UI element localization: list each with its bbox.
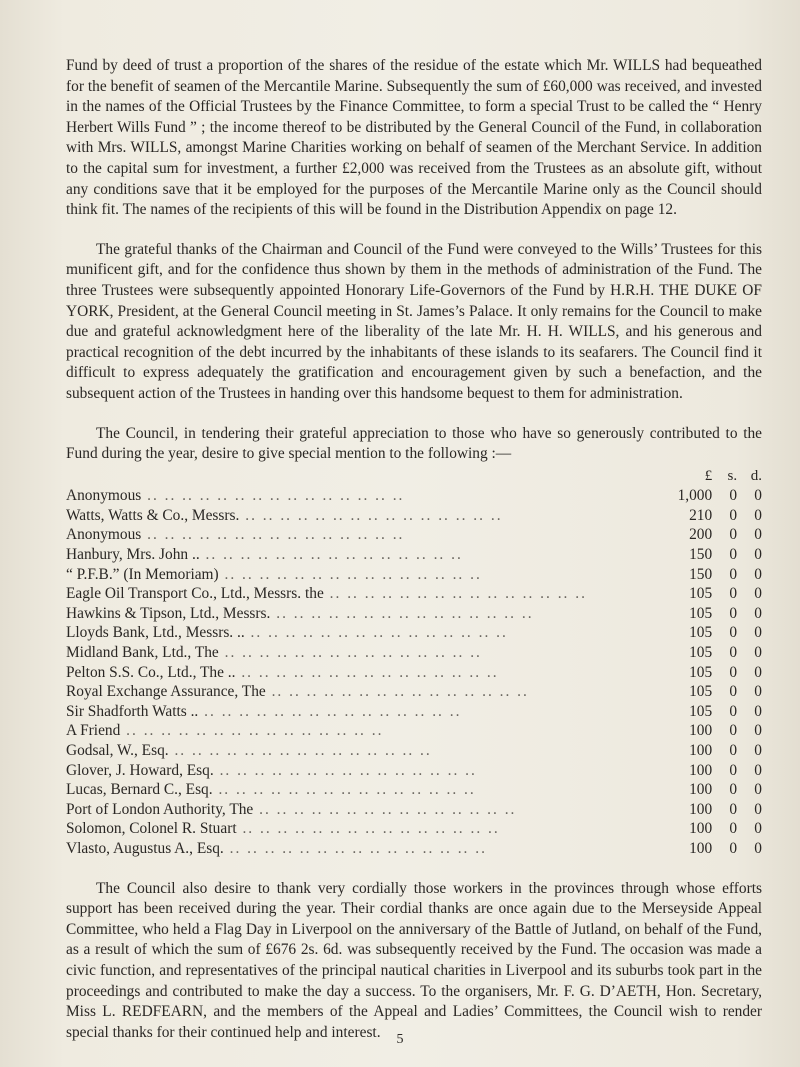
amount-pence: 0 — [754, 604, 762, 622]
amount-pence: 0 — [754, 663, 762, 681]
table-row — [66, 682, 762, 702]
subscriptions-table — [66, 467, 762, 859]
contributor-name — [66, 545, 662, 565]
amount-pence: 0 — [754, 526, 762, 544]
contributor-name — [66, 506, 662, 526]
table-row — [66, 525, 762, 545]
amount-shillings: 0 — [729, 604, 738, 622]
amount-pounds: 100 — [689, 839, 713, 857]
leader-dots: .. .. .. .. .. .. .. .. .. .. .. .. .. .. .. — [141, 526, 405, 544]
table-row — [66, 702, 762, 722]
contributor-name — [66, 584, 662, 604]
amount-pence: 0 — [754, 624, 762, 642]
table-row — [66, 780, 762, 800]
contributor-name-text: A Friend — [66, 722, 121, 740]
table-row — [66, 545, 762, 565]
leader-dots: .. .. .. .. .. .. .. .. .. .. .. .. .. .. .. — [236, 820, 500, 838]
amount-pence: 0 — [754, 800, 762, 818]
amount-shillings: 0 — [729, 722, 738, 740]
contributor-name — [66, 565, 662, 585]
amount-pence: 0 — [754, 722, 762, 740]
table-body — [66, 486, 762, 858]
amount-pounds: 1,000 — [677, 487, 713, 505]
leader-dots: .. .. .. .. .. .. .. .. .. .. .. .. .. .. .. — [223, 839, 487, 857]
leader-dots: .. .. .. .. .. .. .. .. .. .. .. .. .. .. .. — [212, 781, 476, 799]
amount-pence: 0 — [754, 742, 762, 759]
contributor-name-text: Royal Exchange Assurance, The — [66, 683, 266, 701]
amount-pence: 0 — [754, 702, 762, 720]
table-row — [66, 741, 762, 761]
amount-shillings: 0 — [729, 683, 738, 701]
page-number: 5 — [396, 1032, 404, 1047]
amount-shillings: 0 — [729, 761, 738, 779]
table-header-row — [66, 467, 762, 487]
amount-shillings: 0 — [729, 565, 738, 583]
leader-dots: .. .. .. .. .. .. .. .. .. .. .. .. .. .. .. — [198, 702, 462, 720]
paragraph-provinces-thanks: The Council also desire to thank very cordially those workers in the provinces through whose efforts support has been received during the year. Their cordial thanks are once again due to the Merseyside Appeal Committee, who held a Flag Day in Liverpool on the anniversary of the Battle of Jutland, on behalf of the Fund, as a result of which the sum of £676 2s. 6d. was subsequently received by the Fund. The occasion was made a civic function, and representatives of the principal nautical charities in Liverpool and its suburbs took part in the proceedings and contributed to make the day a success. To the organisers, Mr. F. G. D’AETH, Hon. Secretary, Miss L. REDFEARN, and the members of the Appeal and Ladies’ Committees, the Council wish to render special thanks for their continued help and interest. — [66, 879, 762, 1041]
contributor-name-text: Pelton S.S. Co., Ltd., The .. — [66, 663, 236, 681]
amount-shillings: 0 — [729, 487, 738, 505]
contributor-name-text: Midland Bank, Ltd., The — [66, 644, 219, 662]
amount-pence: 0 — [754, 565, 762, 583]
leader-dots: .. .. .. .. .. .. .. .. .. .. .. .. .. .. .. — [244, 624, 508, 642]
header-pounds: £ — [704, 467, 713, 484]
contributor-name — [66, 780, 662, 800]
contributor-name-text: Lloyds Bank, Ltd., Messrs. .. — [66, 624, 245, 642]
table-row — [66, 761, 762, 781]
amount-pounds: 200 — [689, 526, 713, 544]
contributor-name — [66, 525, 662, 545]
amount-shillings: 0 — [729, 624, 738, 642]
amount-shillings: 0 — [729, 781, 738, 799]
paragraph-wills-fund: Fund by deed of trust a proportion of the shares of the residue of the estate which Mr. WILLS had bequeathed for the benefit of seamen of the Mercantile Marine. Subsequently the sum of £60,000 was received, and invested in the names of the Official Trustees by the Finance Committee, to form a special Trust to be called the “ Henry Herbert Wills Fund ” ; the income thereof to be distributed by the General Council of the Fund, in collaboration with Mrs. WILLS, amongst Marine Charities working on behalf of seamen of the Merchant Service. In addition to the capital sum for investment, a further £2,000 was received from the Trustees as an absolute gift, without any conditions save that it be employed for the purposes of the Mercantile Marine only as the Council should think fit. The names of the recipients of this will be found in the Distribution Appendix on page 12. — [66, 57, 762, 219]
amount-pounds: 105 — [689, 604, 713, 622]
header-shillings: s. — [727, 467, 738, 484]
amount-pence: 0 — [754, 644, 762, 662]
amount-shillings: 0 — [729, 644, 738, 662]
amount-pounds: 100 — [689, 800, 713, 818]
leader-dots: .. .. .. .. .. .. .. .. .. .. .. .. .. .. .. — [235, 663, 499, 681]
contributor-name — [66, 761, 662, 781]
leader-dots: .. .. .. .. .. .. .. .. .. .. .. .. .. .. .. — [218, 565, 482, 583]
amount-pounds: 105 — [689, 624, 713, 642]
leader-dots: .. .. .. .. .. .. .. .. .. .. .. .. .. .. .. — [253, 800, 517, 818]
leader-dots: .. .. .. .. .. .. .. .. .. .. .. .. .. .. .. — [270, 604, 534, 622]
amount-shillings: 0 — [729, 526, 738, 544]
contributor-name-text: Anonymous — [66, 487, 142, 505]
table-row — [66, 819, 762, 839]
contributor-name-text: “ P.F.B.” (In Memoriam) — [66, 565, 219, 583]
contributor-name — [66, 604, 662, 624]
amount-pence: 0 — [754, 820, 762, 838]
contributor-name-text: Eagle Oil Transport Co., Ltd., Messrs. the — [66, 585, 324, 603]
table-row — [66, 604, 762, 624]
table-row — [66, 565, 762, 585]
contributor-name-text: Watts, Watts & Co., Messrs. — [66, 506, 240, 524]
amount-pounds: 100 — [689, 820, 713, 838]
contributor-name — [66, 741, 662, 761]
table-row — [66, 721, 762, 741]
amount-shillings: 0 — [729, 800, 738, 818]
contributor-name — [66, 663, 662, 683]
amount-pounds: 100 — [689, 742, 713, 759]
contributor-name-text: Lucas, Bernard C., Esq. — [66, 781, 213, 799]
table-row — [66, 663, 762, 683]
leader-dots: .. .. .. .. .. .. .. .. .. .. .. .. .. .. .. — [218, 644, 482, 662]
leader-dots: .. .. .. .. .. .. .. .. .. .. .. .. .. .. .. — [168, 742, 432, 759]
amount-pence: 0 — [754, 487, 762, 505]
contributor-name — [66, 839, 662, 859]
contributor-name-text: Sir Shadforth Watts .. — [66, 702, 199, 720]
amount-shillings: 0 — [729, 546, 738, 564]
table-row — [66, 486, 762, 506]
amount-pounds: 105 — [689, 644, 713, 662]
amount-pounds: 100 — [689, 781, 713, 799]
table-row — [66, 800, 762, 820]
table-row — [66, 839, 762, 859]
contributor-name-text: Vlasto, Augustus A., Esq. — [66, 839, 224, 857]
contributor-name-text: Godsal, W., Esq. — [66, 742, 169, 759]
paragraph-contributors-intro: The Council, in tendering their grateful appreciation to those who have so generously contributed to the Fund during the year, desire to give special mention to the following :— — [66, 424, 762, 463]
table-row — [66, 623, 762, 643]
contributor-name-text: Hawkins & Tipson, Ltd., Messrs. — [66, 604, 271, 622]
contributor-name — [66, 623, 662, 643]
table-row — [66, 584, 762, 604]
amount-shillings: 0 — [729, 585, 738, 603]
amount-pounds: 105 — [689, 663, 713, 681]
contributor-name-text: Hanbury, Mrs. John .. — [66, 546, 200, 564]
amount-pounds: 105 — [689, 585, 713, 603]
paragraph-trustees-thanks: The grateful thanks of the Chairman and Council of the Fund were conveyed to the Wills’ Trustees for this munificent gift, and for the confidence thus shown by them in the methods of administration of the Fund. The three Trustees were subsequently appointed Honorary Life-Governors of the Fund by H.R.H. THE DUKE OF YORK, President, at the General Council meeting in St. James’s Palace. It only remains for the Council to make due and grateful acknowledgment here of the liberality of the late Mr. H. H. WILLS, and his generous and practical recognition of the debt incurred by the inhabitants of these islands to its seafarers. The Council find it difficult to express adequately the gratification and encouragement given by such a benefaction, and the subsequent action of the Trustees in handing over this handsome bequest to them for administration. — [66, 240, 762, 402]
amount-pence: 0 — [754, 683, 762, 701]
leader-dots: .. .. .. .. .. .. .. .. .. .. .. .. .. .. .. — [141, 487, 405, 505]
amount-shillings: 0 — [729, 839, 738, 857]
amount-pounds: 210 — [689, 506, 713, 524]
table-row — [66, 506, 762, 526]
amount-shillings: 0 — [729, 820, 738, 838]
amount-shillings: 0 — [729, 506, 738, 524]
amount-shillings: 0 — [729, 663, 738, 681]
header-pence: d. — [750, 467, 762, 484]
contributor-name-text: Glover, J. Howard, Esq. — [66, 761, 214, 779]
contributor-name-text: Anonymous — [66, 526, 142, 544]
contributor-name-text: Solomon, Colonel R. Stuart — [66, 820, 237, 838]
contributor-name — [66, 643, 662, 663]
contributor-name — [66, 800, 662, 820]
contributor-name — [66, 819, 662, 839]
amount-pence: 0 — [754, 781, 762, 799]
amount-pounds: 105 — [689, 702, 713, 720]
amount-pence: 0 — [754, 506, 762, 524]
leader-dots: .. .. .. .. .. .. .. .. .. .. .. .. .. .. .. — [120, 722, 384, 740]
contributor-name-text: Port of London Authority, The — [66, 800, 254, 818]
amount-pounds: 100 — [689, 761, 713, 779]
leader-dots: .. .. .. .. .. .. .. .. .. .. .. .. .. .. .. — [213, 761, 477, 779]
leader-dots: .. .. .. .. .. .. .. .. .. .. .. .. .. .. .. — [199, 546, 463, 564]
amount-pence: 0 — [754, 839, 762, 857]
table-row — [66, 643, 762, 663]
amount-shillings: 0 — [729, 702, 738, 720]
amount-pounds: 105 — [689, 683, 713, 701]
amount-pence: 0 — [754, 761, 762, 779]
amount-pence: 0 — [754, 546, 762, 564]
amount-pence: 0 — [754, 585, 762, 603]
contributor-name — [66, 682, 662, 702]
leader-dots: .. .. .. .. .. .. .. .. .. .. .. .. .. .. .. — [239, 506, 503, 524]
contributor-name — [66, 702, 662, 722]
amount-pounds: 150 — [689, 565, 713, 583]
amount-pounds: 100 — [689, 722, 713, 740]
leader-dots: .. .. .. .. .. .. .. .. .. .. .. .. .. .. .. — [323, 585, 587, 603]
amount-pounds: 150 — [689, 546, 713, 564]
amount-shillings: 0 — [729, 742, 738, 759]
leader-dots: .. .. .. .. .. .. .. .. .. .. .. .. .. .. .. — [265, 683, 529, 701]
contributor-name — [66, 721, 662, 741]
contributor-name — [66, 486, 662, 506]
